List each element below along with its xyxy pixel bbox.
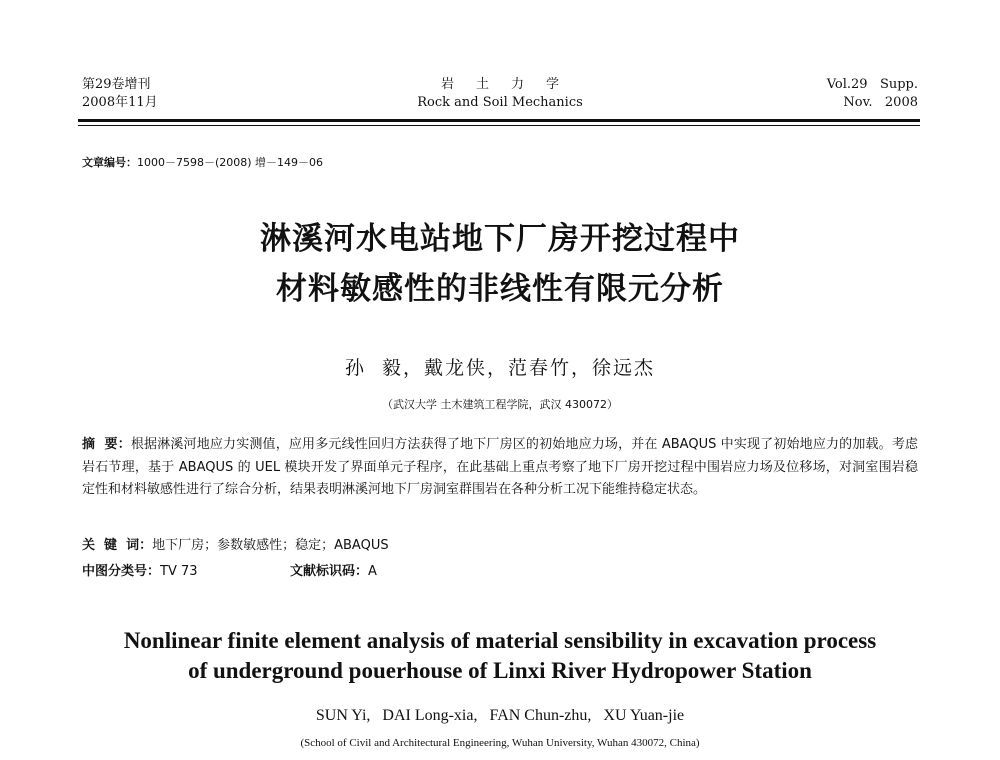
authors-en: SUN Yi, DAI Long-xia, FAN Chun-zhu, XU Yuan-jie [315, 707, 685, 724]
article-number-value: 1000－7598－(2008) 增－149－06 [137, 156, 324, 169]
journal-name-cn: 岩土力学 [440, 77, 581, 92]
title-en [0, 626, 1000, 686]
volume-issue-en: Vol.29 Supp. [826, 77, 918, 92]
classification-number [82, 562, 198, 582]
header-rule-thick [78, 119, 920, 122]
abstract-text: 根据淋溪河地应力实测值，应用多元线性回归方法获得了地下厂房区的初始地应力场，并在 ABAQUS 中实现了初始地应力的加载。考虑岩石节理，基于 ABAQUS 的 UEL 模块开发了界面单元子程序，在此基础上重点考察了地下厂房开挖过程中围岩应力场及位移场，对洞室围岩稳定性和材料敏感性进行了综合分析，结果表明淋溪河地下厂房洞室群围岩在各种分析工况下能维持稳定状态。 [82, 437, 918, 497]
header-right [827, 76, 918, 112]
keywords-label: 关 键 词： [82, 538, 153, 553]
document-code-label: 文献标识码： [290, 564, 369, 579]
classification-label: 中图分类号： [82, 564, 161, 579]
title-cn-line2: 材料敏感性的非线性有限元分析 [276, 271, 724, 307]
abstract-label: 摘 要： [82, 437, 131, 452]
affiliation-en: (School of Civil and Architectural Engineering, Wuhan University, Wuhan 430072, China) [300, 737, 700, 749]
keywords-cn [82, 536, 389, 556]
affiliation-cn: （武汉大学 土木建筑工程学院，武汉 430072） [382, 398, 618, 411]
article-number-label: 文章编号： [82, 156, 137, 169]
date-en: Nov. 2008 [843, 95, 918, 110]
header-rule-thin [78, 125, 920, 126]
article-number [82, 154, 323, 170]
authors-cn: 孙 毅，戴龙侠，范春竹，徐远杰 [344, 357, 656, 379]
classification-value: TV 73 [160, 564, 198, 579]
keywords-text: 地下厂房；参数敏感性；稳定；ABAQUS [152, 538, 389, 553]
document-code-value: A [368, 564, 377, 579]
abstract-cn [82, 434, 918, 502]
volume-issue-cn: 第29卷增刊 [82, 77, 151, 92]
title-cn-line1: 淋溪河水电站地下厂房开挖过程中 [260, 221, 740, 257]
document-code [290, 562, 377, 582]
title-en-line1: Nonlinear finite element analysis of material sensibility in excavation process [123, 628, 877, 653]
journal-name-en: Rock and Soil Mechanics [417, 95, 583, 110]
date-cn: 2008年11月 [82, 95, 158, 110]
title-en-line2: of underground pouerhouse of Linxi River Hydropower Station [188, 658, 812, 683]
title-cn [0, 214, 1000, 314]
